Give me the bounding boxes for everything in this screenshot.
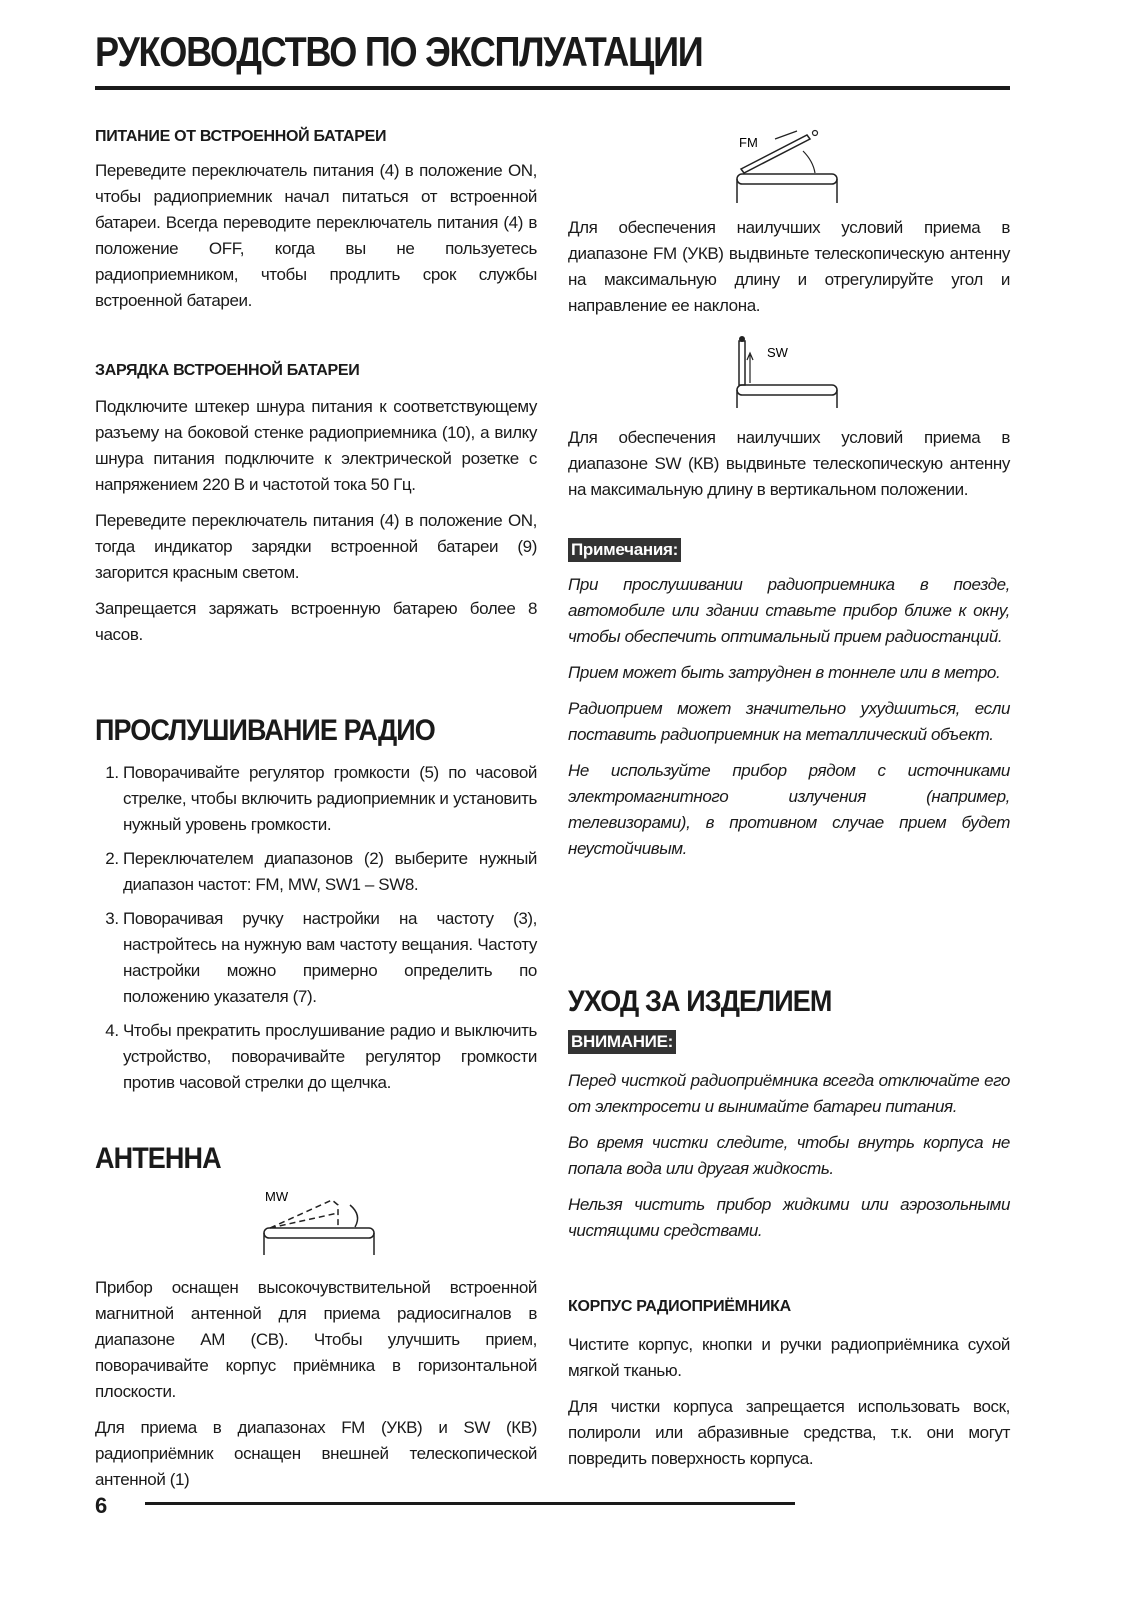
paragraph: Переведите переключатель питания (4) в положение ON, тогда индикатор зарядки встроенной батареи (9) загорится красным светом.: [95, 511, 537, 582]
body-care-heading: КОРПУС РАДИОПРИЁМНИКА: [568, 1298, 791, 1315]
list-item: 1. Поворачивайте регулятор громкости (5) по часовой стрелке, чтобы включить радиоприемник и установить нужный уровень громкости.: [123, 760, 537, 838]
warning-badge: ВНИМАНИЕ:: [568, 1030, 676, 1054]
note: Не используйте прибор рядом с источниками электромагнитного излучения (например, телевизорами), в противном случае прием будет неустойчивым.: [568, 761, 1010, 858]
battery-charge-heading: ЗАРЯДКА ВСТРОЕННОЙ БАТАРЕИ: [95, 362, 360, 379]
page-title: РУКОВОДСТВО ПО ЭКСПЛУАТАЦИИ: [95, 28, 703, 75]
sw-antenna-diagram: [735, 335, 845, 410]
title-divider: [95, 86, 1010, 90]
paragraph: Подключите штекер шнура питания к соответствующему разъему на боковой стенке радиоприемника (10), а вилку шнура питания подключите к электрической розетке с напряжением 220 В и частотой тока 50 Гц.: [95, 397, 537, 494]
fm-label: FM: [739, 135, 758, 150]
note: Радиоприем может значительно ухудшиться, если поставить радиоприемник на металлический объект.: [568, 699, 1010, 744]
list-item: 2. Переключателем диапазонов (2) выберите нужный диапазон частот: FM, MW, SW1 – SW8.: [123, 846, 537, 898]
paragraph: Чистите корпус, кнопки и ручки радиоприёмника сухой мягкой тканью.: [568, 1335, 1010, 1380]
battery-power-heading: ПИТАНИЕ ОТ ВСТРОЕННОЙ БАТАРЕИ: [95, 128, 387, 145]
note: При прослушивании радиоприемника в поезде, автомобиле или здании ставьте прибор ближе к окну, чтобы обеспечить оптимальный прием радиостанций.: [568, 575, 1010, 646]
mw-antenna-diagram: [260, 1185, 380, 1260]
notes-badge: Примечания:: [568, 538, 681, 562]
warning: Во время чистки следите, чтобы внутрь корпуса не попала вода или другая жидкость.: [568, 1133, 1010, 1178]
note: Прием может быть затруднен в тоннеле или в метро.: [568, 663, 1001, 682]
warning: Нельзя чистить прибор жидкими или аэрозольными чистящими средствами.: [568, 1195, 1010, 1240]
antenna-heading: АНТЕННА: [95, 1142, 221, 1175]
mw-label: MW: [265, 1189, 289, 1204]
warning: Перед чисткой радиоприёмника всегда отключайте его от электросети и вынимайте батареи питания.: [568, 1071, 1010, 1116]
paragraph: Для приема в диапазонах FM (УКВ) и SW (КВ) радиоприёмник оснащен внешней телескопической антенной (1): [95, 1418, 537, 1489]
sw-text: Для обеспечения наилучших условий приема в диапазоне SW (КВ) выдвиньте телескопическую антенну на максимальную длину в вертикальном положении.: [568, 428, 1010, 499]
paragraph: Запрещается заряжать встроенную батарею более 8 часов.: [95, 599, 537, 644]
page-number: 6: [95, 1493, 108, 1518]
fm-antenna-diagram: [735, 125, 845, 205]
footer-divider: [145, 1502, 795, 1505]
paragraph: Прибор оснащен высокочувствительной встроенной магнитной антенной для приема радиосигналов в диапазоне АМ (СВ). Чтобы улучшить прием, поворачивайте корпус приёмника в горизонтальной плоскости.: [95, 1278, 537, 1401]
radio-steps-list: [95, 760, 537, 1096]
list-item: 3. Поворачивая ручку настройки на частоту (3), настройтесь на нужную вам частоту вещания. Частоту настройки можно примерно определить по положению указателя (7).: [123, 906, 537, 1010]
radio-heading: ПРОСЛУШИВАНИЕ РАДИО: [95, 714, 435, 747]
sw-label: SW: [767, 345, 788, 360]
paragraph: Для чистки корпуса запрещается использовать воск, полироли или абразивные средства, т.к. они могут повредить поверхность корпуса.: [568, 1397, 1010, 1468]
fm-text: Для обеспечения наилучших условий приема в диапазоне FM (УКВ) выдвиньте телескопическую антенну на максимальную длину и отрегулируйте угол и направление ее наклона.: [568, 218, 1010, 315]
care-heading: УХОД ЗА ИЗДЕЛИЕМ: [568, 985, 832, 1018]
battery-power-text: Переведите переключатель питания (4) в положение ON, чтобы радиоприемник начал питаться от встроенной батареи. Всегда переводите переключатель питания (4) в положение OFF, когда вы не пользуетесь радиоприемником, чтобы продлить срок службы встроенной батареи.: [95, 161, 537, 310]
list-item: 4. Чтобы прекратить прослушивание радио и выключить устройство, поворачивайте регулятор громкости против часовой стрелки до щелчка.: [123, 1018, 537, 1096]
